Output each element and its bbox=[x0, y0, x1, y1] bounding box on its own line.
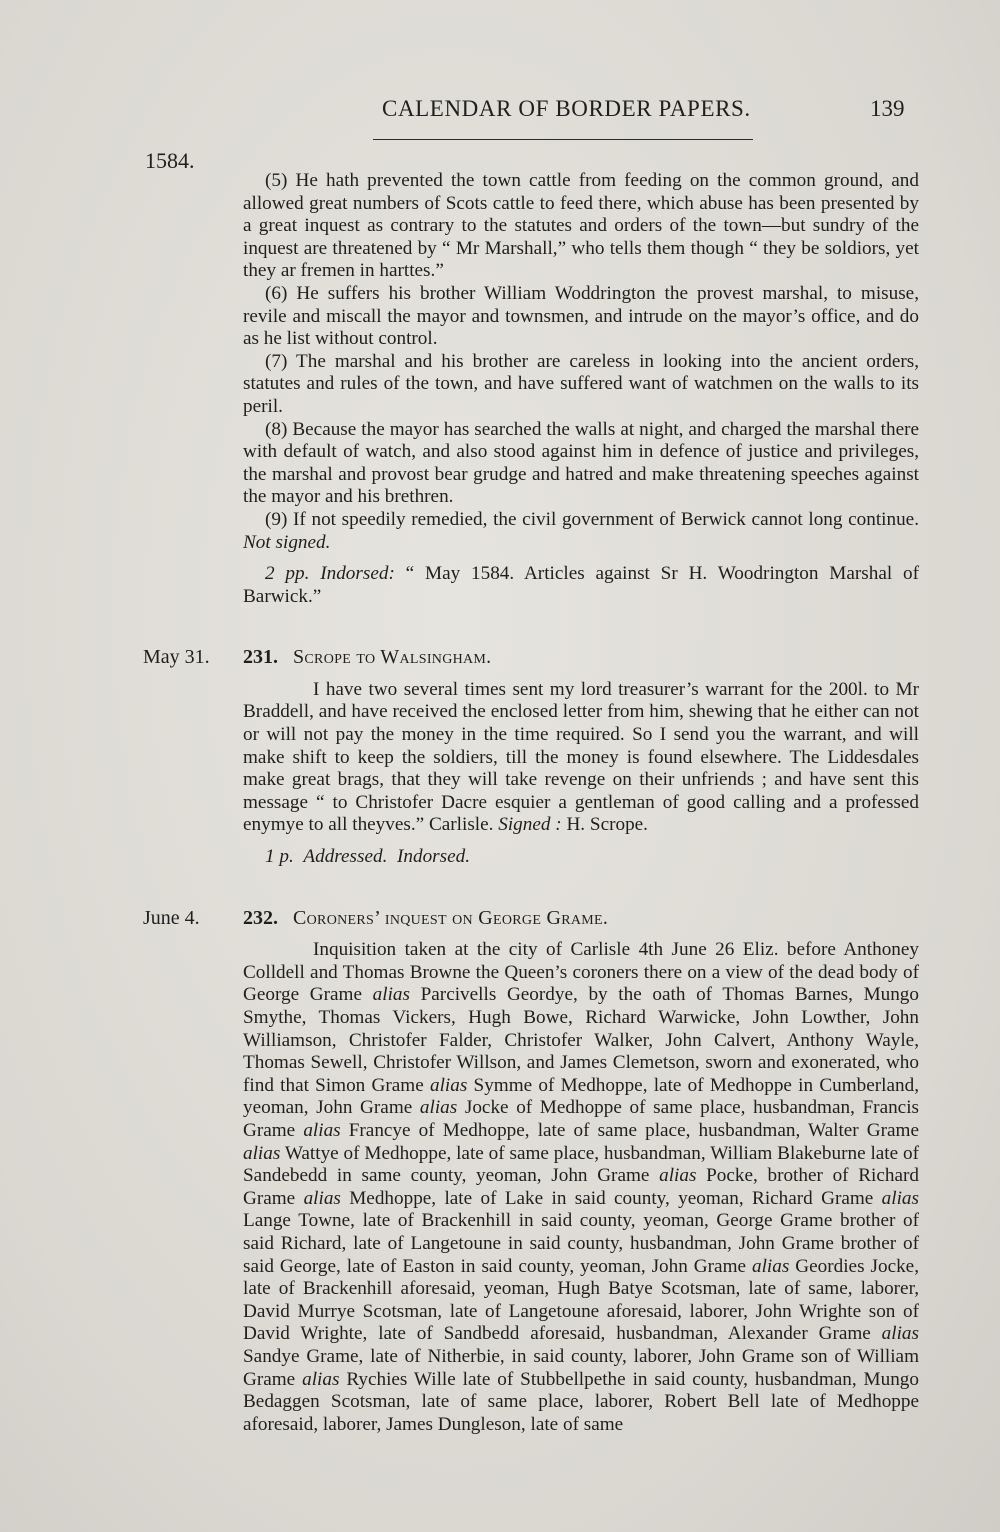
alias-word: alias bbox=[751, 1255, 790, 1277]
page-count: 1 p. bbox=[265, 846, 294, 868]
addressed-note: Addressed. bbox=[303, 846, 388, 868]
alias-word: alias bbox=[302, 1368, 340, 1390]
entry-title: Coroners’ inquest on George Grame. bbox=[293, 906, 609, 929]
not-signed-note: Not signed. bbox=[243, 531, 331, 553]
inquest-segment: Pocke, brother of Richard Grame bbox=[243, 1165, 919, 1209]
entry-endorsement bbox=[243, 846, 919, 869]
inquest-segment: Lange Towne, late of Brackenhill in said county, yeoman, George Grame brother of said Richard, late of Langetoune in said county, husbandman, John Grame brother of said George, late of Easton in said county, yeoman, John Grame bbox=[243, 1210, 919, 1277]
inquest-segment: Parcivells Geordye, by the oath of Thomas Barnes, Mungo Smythe, Thomas Vickers, Hugh Bowe, Richard Warwicke, John Lowther, John Williamson, Christofer Falder, Christofer Walker, John Calvert, Anthony Wayle, Thomas Sewell, Christofer Willson, and James Clemetson, sworn and exonerated, who find that Simon Grame bbox=[243, 984, 919, 1096]
alias-word: alias bbox=[372, 984, 410, 1006]
signed-label: Signed : bbox=[498, 814, 562, 836]
article-6: (6) He suffers his brother William Woddrington the provest marshal, to misuse, revile and miscall the mayor and townsmen, and intrude on the mayor’s office, and do as he list without control. bbox=[243, 282, 919, 350]
inquest-segment: Medhoppe, late of Lake in said county, yeoman, Richard Grame bbox=[340, 1187, 882, 1209]
entry-heading bbox=[243, 646, 919, 669]
signatory: H. Scrope. bbox=[566, 814, 648, 836]
inquest-segment: Rychies Wille late of Stubbellpethe in said county, husbandman, Mungo Bedaggen Scotsman, late of same place, laborer, Robert Bell late of Medhoppe aforesaid, laborer, James Dungleson, late of same bbox=[243, 1368, 919, 1435]
article-9-text: (9) If not speedily remedied, the civil government of Berwick cannot long continue. bbox=[265, 508, 919, 530]
article-9 bbox=[243, 509, 919, 554]
entry-heading bbox=[243, 907, 919, 930]
running-title: CALENDAR OF BORDER PAPERS. bbox=[382, 96, 751, 121]
page-number: 139 bbox=[870, 96, 905, 121]
entry-231 bbox=[143, 646, 919, 868]
header-rule bbox=[373, 139, 753, 140]
entry-date: June 4. bbox=[143, 906, 200, 929]
indorsed-note: Indorsed. bbox=[397, 846, 471, 868]
entry-number: 231. bbox=[243, 646, 278, 669]
alias-word: alias bbox=[429, 1074, 468, 1096]
entry-text bbox=[243, 679, 919, 837]
alias-word: alias bbox=[659, 1165, 697, 1187]
running-header bbox=[0, 96, 1000, 136]
entry-number: 232. bbox=[243, 906, 278, 929]
alias-word: alias bbox=[881, 1323, 919, 1345]
endorsement-231-prev bbox=[243, 563, 919, 608]
inquest-segment: Francye of Medhoppe, late of same place, husbandman, Walter Grame bbox=[340, 1119, 919, 1141]
article-8: (8) Because the mayor has searched the walls at night, and charged the marshal there with default of watch, and also stood against him in defence of justice and privileges, the marshal and provost bear grudge and hatred and make threatening speeches against the mayor and his brethren. bbox=[243, 418, 919, 508]
letter-text: I have two several times sent my lord treasurer’s warrant for the 200l. to Mr Braddell, and have received the enclosed letter from him, shewing that he either can not or will not pay the money in the time required. So I send you the warrant, and will make shift to keep the soldiers, till the money is found elsewhere. The Liddesdales make great brags, that they will take revenge on their unfriends ; and have sent this message “ to Christofer Dacre esquier a gentleman of good calling and a professed enymye to all theyves.” Carlisle. bbox=[243, 678, 919, 836]
inquest-segment: Geordies Jocke, late of Brackenhill aforesaid, yeoman, Hugh Batye Scotsman, late of same, laborer, David Murrye Scotsman, late of Langetoune aforesaid, laborer, John Wrighte son of David Wrighte, late of Sandbedd aforesaid, husbandman, Alexander Grame bbox=[243, 1255, 919, 1345]
alias-word: alias bbox=[419, 1097, 458, 1119]
inquest-segment: Wattye of Medhoppe, late of same place, husbandman, William Blakeburne late of Sandebedd in same county, yeoman, John Grame bbox=[243, 1142, 919, 1187]
inquest-text bbox=[243, 939, 919, 1436]
margin-year: 1584. bbox=[145, 148, 195, 173]
inquest-segment: Inquisition taken at the city of Carlisle 4th June 26 Eliz. before Anthoney Colldell and Thomas Browne the Queen’s coroners there on a view of the dead body of George Grame bbox=[243, 939, 919, 1006]
page-body bbox=[143, 170, 919, 1436]
indorsed-label: Indorsed: bbox=[320, 563, 395, 585]
inquest-segment: Sandye Grame, late of Nitherbie, in said county, laborer, John Grame son of William Grame bbox=[243, 1345, 919, 1390]
alias-word: alias bbox=[881, 1187, 919, 1209]
inquest-segment: Symme of Medhoppe, late of Medhoppe in Cumberland, yeoman, John Grame bbox=[243, 1074, 919, 1119]
entry-232 bbox=[143, 906, 919, 1437]
article-7: (7) The marshal and his brother are careless in looking into the ancient orders, statutes and rules of the town, and have suffered want of watchmen on the walls to its peril. bbox=[243, 350, 919, 417]
page-count: 2 pp. bbox=[265, 563, 310, 585]
indorsed-text: “ May 1584. Articles against Sr H. Woodrington Marshal of Barwick.” bbox=[243, 563, 919, 607]
alias-word: alias bbox=[303, 1187, 341, 1209]
alias-word: alias bbox=[243, 1142, 281, 1164]
entry-date: May 31. bbox=[143, 646, 210, 669]
article-5: (5) He hath prevented the town cattle from feeding on the common ground, and allowed great numbers of Scots cattle to feed there, which abuse has been presented by a great inquest as contrary to the statutes and orders of the town—but sundry of the inquest are threatened by “ Mr Marshall,” who tells them though “ they be soldiors, yet they ar fremen in harttes.” bbox=[243, 170, 919, 282]
inquest-segment: Jocke of Medhoppe of same place, husbandman, Francis Grame bbox=[243, 1097, 919, 1141]
alias-word: alias bbox=[303, 1119, 341, 1141]
entry-title: Scrope to Walsingham. bbox=[293, 646, 492, 669]
